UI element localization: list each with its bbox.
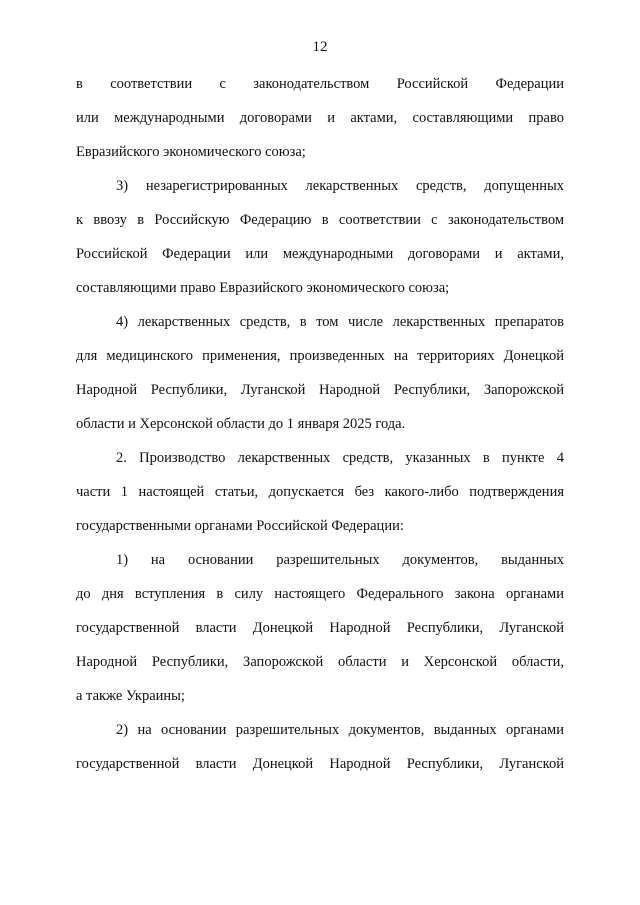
text-line: Российской Федерации или международными договорами и актами,: [76, 246, 564, 262]
document-body: [76, 73, 564, 787]
text-line: государственной власти Донецкой Народной Республики, Луганской: [76, 756, 564, 772]
page-number: 12: [312, 39, 328, 55]
text-line: государственными органами Российской Федерации:: [76, 518, 404, 534]
text-line: для медицинского применения, произведенных на территориях Донецкой: [76, 348, 564, 364]
text-line: 1) на основании разрешительных документов, выданных: [116, 552, 564, 568]
text-line: до дня вступления в силу настоящего Федерального закона органами: [76, 586, 564, 602]
text-line: Народной Республики, Луганской Народной Республики, Запорожской: [76, 382, 564, 398]
text-line: государственной власти Донецкой Народной Республики, Луганской: [76, 620, 564, 636]
text-line: к ввозу в Российскую Федерацию в соответствии с законодательством: [76, 212, 564, 228]
text-line: или международными договорами и актами, составляющими право: [76, 110, 564, 126]
text-line: области и Херсонской области до 1 января 2025 года.: [76, 416, 406, 432]
text-line: 4) лекарственных средств, в том числе лекарственных препаратов: [116, 314, 564, 330]
text-line: Народной Республики, Запорожской области и Херсонской области,: [76, 654, 564, 670]
text-line: Евразийского экономического союза;: [76, 144, 306, 160]
text-line: 2. Производство лекарственных средств, указанных в пункте 4: [116, 450, 564, 466]
text-line: 2) на основании разрешительных документов, выданных органами: [116, 722, 564, 738]
text-line: 3) незарегистрированных лекарственных средств, допущенных: [116, 178, 564, 194]
text-line: а также Украины;: [76, 688, 185, 704]
text-line: в соответствии с законодательством Российской Федерации: [76, 76, 564, 92]
text-line: части 1 настоящей статьи, допускается без какого-либо подтверждения: [76, 484, 564, 500]
text-line: составляющими право Евразийского экономического союза;: [76, 280, 450, 296]
